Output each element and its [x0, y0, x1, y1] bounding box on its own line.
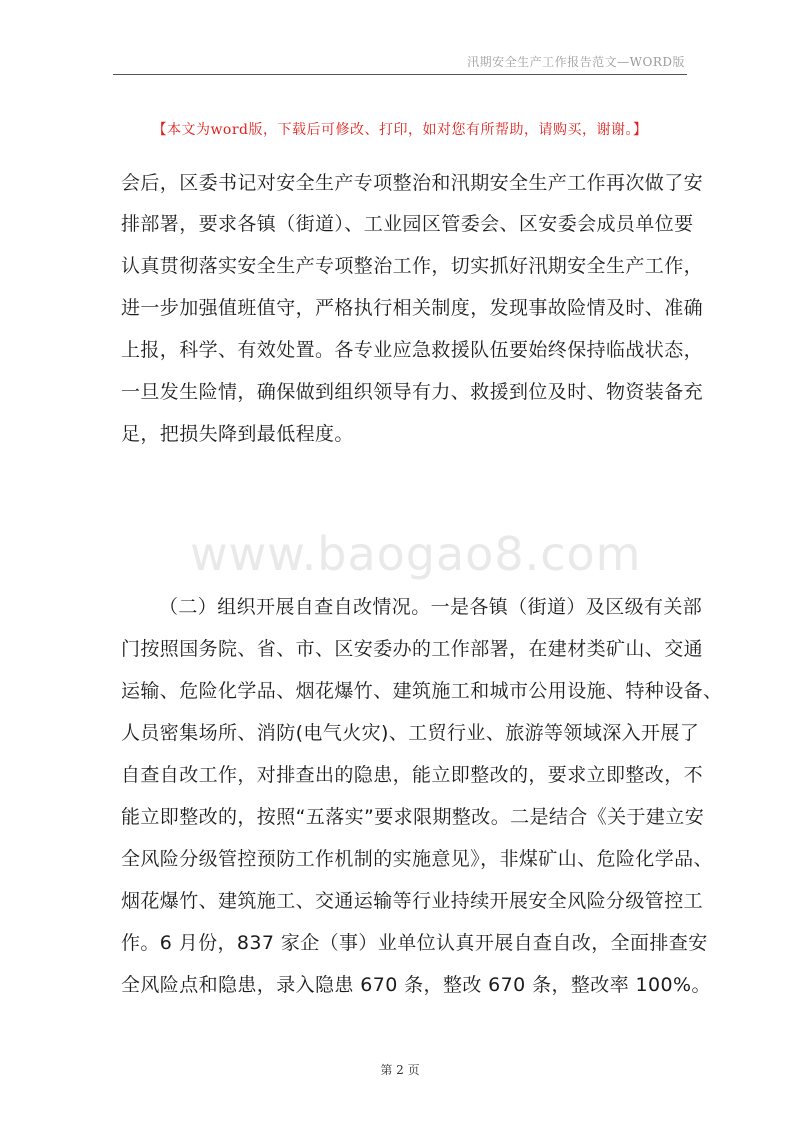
- download-notice: 【本文为word版，下载后可修改、打印，如对您有所帮助，请购买，谢谢。】: [152, 122, 648, 138]
- paragraph-line: （二）组织开展自查自改情况。一是各镇（街道）及区级有关部: [159, 596, 703, 618]
- paragraph-line: 运输、危险化学品、烟花爆竹、建筑施工和城市公用设施、特种设备、: [121, 680, 723, 702]
- paragraph-line: 能立即整改的，按照“五落实”要求限期整改。二是结合《关于建立安: [121, 806, 705, 828]
- paragraph-line: 上报，科学、有效处置。各专业应急救援队伍要始终保持临战状态，: [121, 339, 704, 361]
- paragraph-line: 进一步加强值班值守，严格执行相关制度，发现事故险情及时、准确: [121, 297, 704, 319]
- paragraph-line: 一旦发生险情，确保做到组织领导有力、救援到位及时、物资装备充: [121, 381, 704, 403]
- page-number: 第 2 页: [380, 1063, 420, 1077]
- paragraph-line: 全风险点和隐患，录入隐患 670 条，整改 670 条，整改率 100%。: [121, 974, 711, 996]
- paragraph-line: 会后，区委书记对安全生产专项整治和汛期安全生产工作再次做了安: [121, 172, 704, 194]
- paragraph-line: 人员密集场所、消防(电气火灾)、工贸行业、旅游等领域深入开展了: [121, 722, 700, 744]
- document-header-title: 汛期安全生产工作报告范文—WORD版: [467, 55, 685, 69]
- header-divider: [113, 74, 687, 75]
- paragraph-line: 认真贯彻落实安全生产专项整治工作，切实抓好汛期安全生产工作，: [121, 255, 704, 277]
- paragraph-line: 自查自改工作，对排查出的隐患，能立即整改的，要求立即整改，不: [121, 764, 704, 786]
- paragraph-line: 作。6 月份，837 家企（事）业单位认真开展自查自改，全面排查安: [121, 932, 708, 954]
- paragraph-line: 门按照国务院、省、市、区安委办的工作部署，在建材类矿山、交通: [121, 638, 704, 660]
- paragraph-line: 烟花爆竹、建筑施工、交通运输等行业持续开展安全风险分级管控工: [121, 890, 704, 912]
- paragraph-line: 足，把损失降到最低程度。: [121, 423, 354, 445]
- paragraph-line: 排部署，要求各镇（街道）、工业园区管委会、区安委会成员单位要: [121, 213, 694, 235]
- watermark-text: www.baogao8.com: [190, 527, 642, 581]
- paragraph-line: 全风险分级管控预防工作机制的实施意见》，非煤矿山、危险化学品、: [121, 848, 713, 870]
